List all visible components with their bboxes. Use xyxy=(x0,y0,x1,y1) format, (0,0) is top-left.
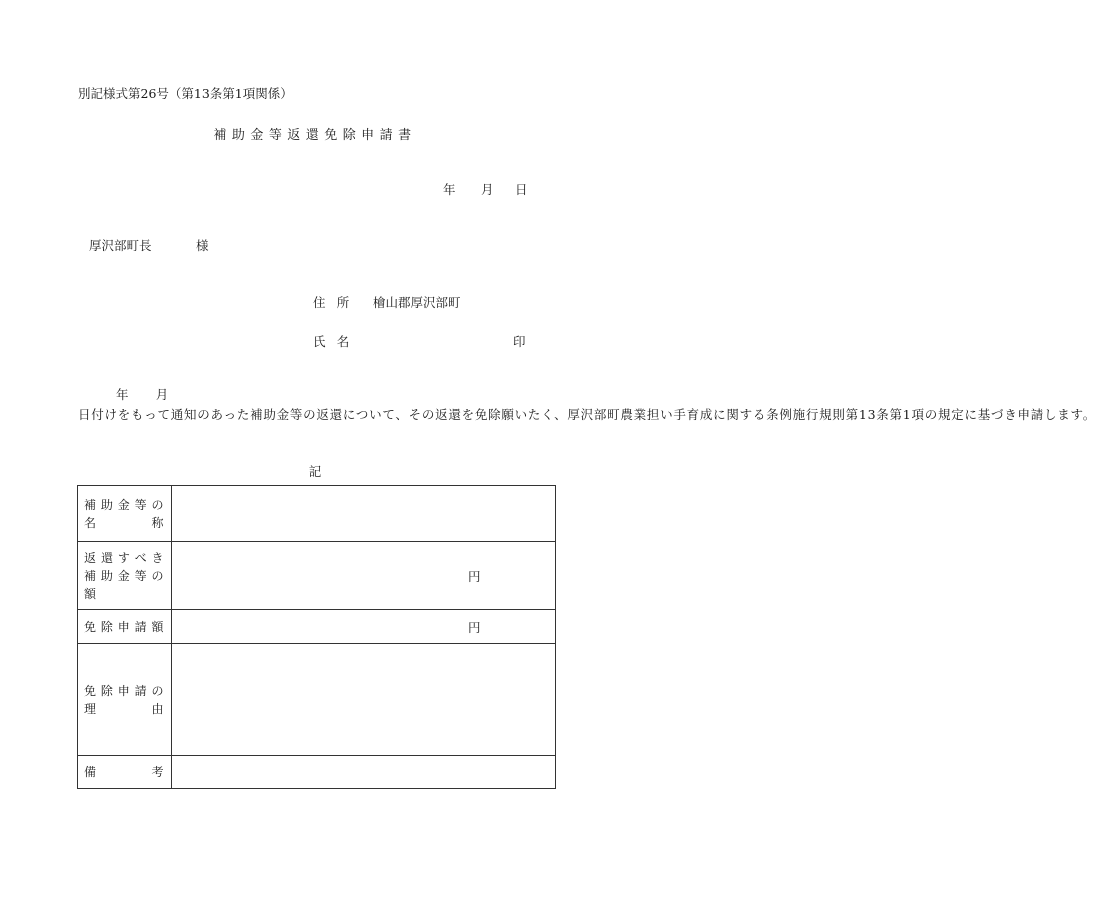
name-label: 氏名 xyxy=(313,334,361,349)
remarks-field[interactable] xyxy=(172,756,556,789)
addressee-name: 厚沢部町長 xyxy=(89,238,152,253)
subsidy-name-field[interactable] xyxy=(172,486,556,542)
date-day-label: 日 xyxy=(515,182,528,197)
addressee-honorific: 様 xyxy=(196,238,209,253)
document-title: 補助金等返還免除申請書 xyxy=(213,128,417,143)
body-text: 日付けをもって通知のあった補助金等の返還について、その返還を免除願いたく、厚沢部町農業担い手育成に関する条例施行規則第13条第1項の規定に基づき申請します。 xyxy=(78,407,1096,422)
body-month-label: 月 xyxy=(155,387,170,402)
exemption-amount-unit: 円 xyxy=(468,619,481,635)
address-value: 檜山郡厚沢部町 xyxy=(373,295,461,310)
exemption-amount-field[interactable] xyxy=(172,610,556,644)
exemption-reason-label: 免除申請の 理由 xyxy=(78,644,172,756)
address-label: 住所 xyxy=(313,295,361,310)
date-month-label: 月 xyxy=(481,182,494,197)
record-label: 記 xyxy=(308,464,322,479)
remarks-label: 備考 xyxy=(78,756,172,789)
form-reference: 別記様式第26号（第13条第1項関係） xyxy=(78,86,293,101)
subsidy-name-label: 補助金等の 名称 xyxy=(78,486,172,542)
table-row-exemption-reason xyxy=(78,644,556,756)
return-amount-label: 返還すべき 補助金等の 額 xyxy=(78,542,172,610)
exemption-amount-label: 免除申請額 xyxy=(78,610,172,644)
return-amount-unit: 円 xyxy=(468,568,481,584)
application-table xyxy=(77,485,556,789)
date-year-label: 年 xyxy=(443,182,456,197)
exemption-reason-field[interactable] xyxy=(172,644,556,756)
table-row-subsidy-name xyxy=(78,486,556,542)
table-row-return-amount xyxy=(78,542,556,610)
seal-mark: 印 xyxy=(513,334,526,349)
return-amount-field[interactable] xyxy=(172,542,556,610)
table-row-exemption-amount xyxy=(78,610,556,644)
table-row-remarks xyxy=(78,756,556,789)
body-year-label: 年 xyxy=(116,387,130,402)
body-paragraph xyxy=(78,385,1096,425)
